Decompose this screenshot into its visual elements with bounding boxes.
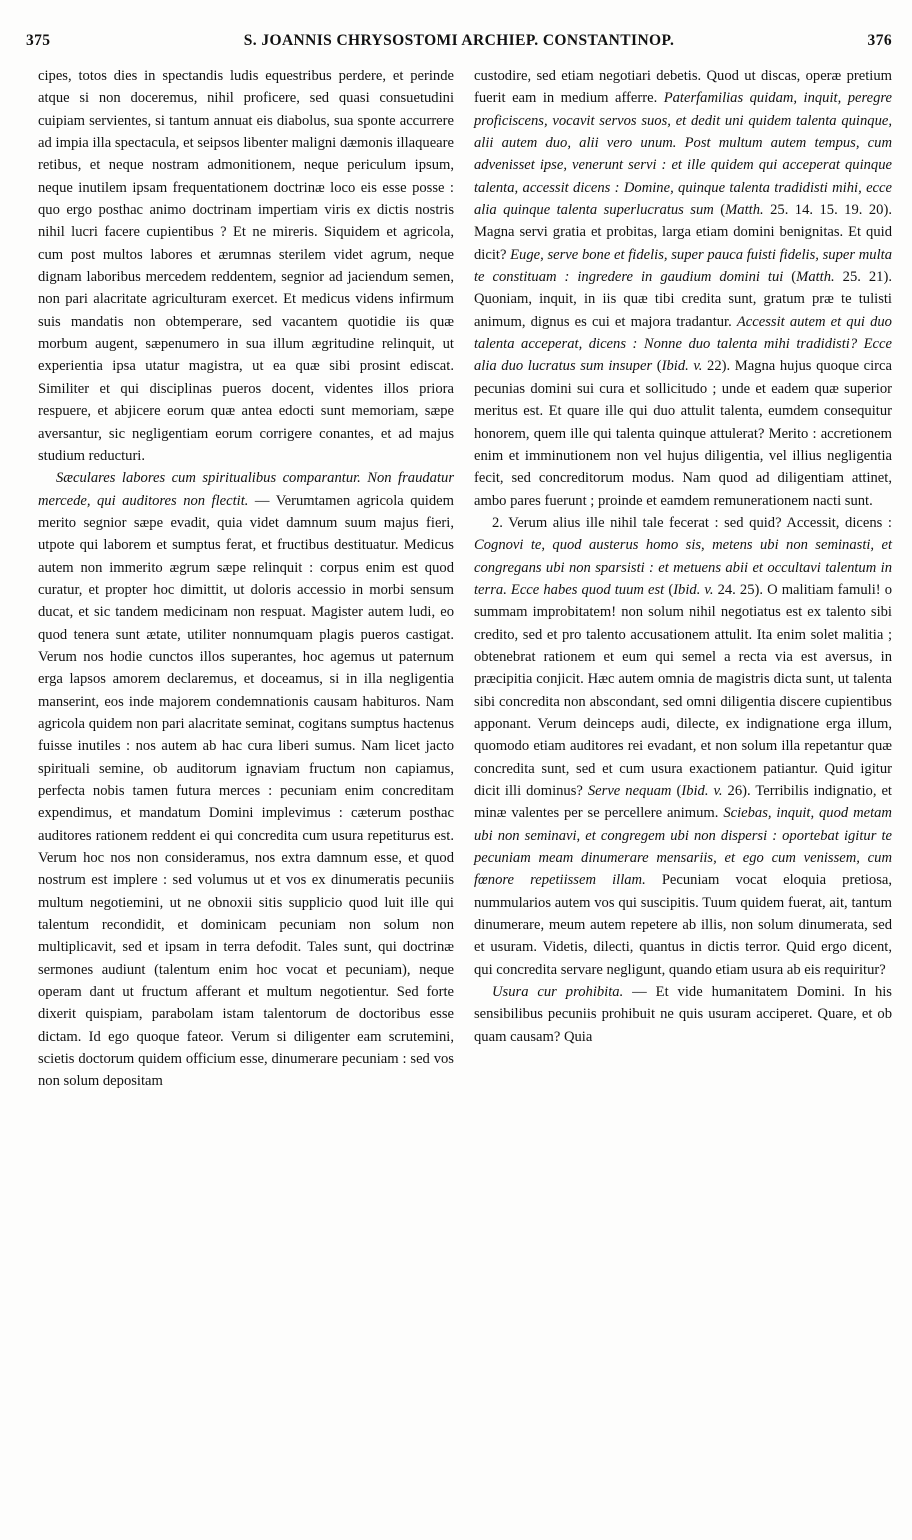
text: ( bbox=[713, 202, 726, 219]
running-title: S. JOANNIS CHRYSOSTOMI ARCHIEP. CONSTANTINOP. bbox=[243, 32, 675, 49]
text: 26). Terribilis indignatio, et minæ valentes per se percellere animum. bbox=[474, 783, 892, 822]
scripture-reference: Matth. bbox=[725, 202, 764, 219]
paragraph-text: — Verumtamen agricola quidem merito segnior sæpe evadit, quia videt damnum suum majus fieri, utpote qui laborem et sumptus ferat, et fructibus destituatur. Medicus autem non immerito ægrum sæpe relinquit : corpus enim est quod curatur, et propter hoc dimittit, ut doloris accessio in morbi sensum ducat, et sic tandem medicinam non respuat. Magister autem ludi, eo quod tenera sunt ætate, utiliter nonnumquam plagis pueros castigat. Verum nos hodie cunctos illos superantes, hoc agemus ut paternum erga lapsos amorem declaremus, et doceamus, si in illa negligentia manserint, eos inde majorem condemnationis causam habituros. Nam agricola quidem non pari alacritate seminat, cogitans sumptus hactenus fuisse inutiles : nos autem ab hac cura liberi sumus. Nam licet jacto spirituali semine, ob auditorum ignaviam fructum non capiamus, perfecta nobis tamen futura merces : pecuniam enim concreditam expendimus, et mandatum Domini implevimus : cæterum posthac auditores rationem reddent ei qui concredita cum usura repetiturus est. Verum hoc nos non consideramus, nos extra damnum esse, et quod nostrum est implere : sed volumus ut et vos ex dinumeratis pecuniis multum negotiemini, ut ne obnoxii sitis supplicio quod luit ille qui talentum recondidit, et dominicam pecuniam non solum non multiplicavit, sed et ipsam in terra defodit. Tales sunt, qui doctrinæ sermones audiunt (talentum enim hoc vocat et pecuniam), neque operam dant ut fructum afferant et multum negotientur. Sed forte dixerit quispiam, parabolam istam talentorum de doctoribus esse dictam. Id ego quoque fateor. Verum si diligenter eam scrutemini, scietis doctorum quidem officium esse, dinumerare pecuniam : sed vos non solum depositam bbox=[38, 492, 454, 1090]
paragraph bbox=[474, 981, 892, 1048]
scripture-quote: Euge, serve bone et fidelis, super pauca fuisti fidelis, super multa te constituam : ingredere in gaudium domini tui bbox=[474, 246, 892, 286]
text: 25. 21). Quoniam, inquit, in iis quæ tibi credita sunt, gratum præ te tulisti animum, dignus es cui et majora tradantur. bbox=[474, 269, 892, 330]
scripture-quote: Sciebas, inquit, quod metam ubi non seminavi, et congregem ubi non dispersi : oportebat igitur te pecuniam meam dinumerare mensariis, et ego cum venissem, cum fœnore repetiissem illam. bbox=[474, 805, 892, 889]
scripture-quote: Paterfamilias quidam, inquit, peregre proficiscens, vocavit servos suos, et dedit uni quidem talenta quinque, alii autem duo, alii vero unum. Post multum autem tempus, cum advenisset ipse, venerunt servi : et ille quidem qui acceperat quinque talenta, accessit dicens : Domine, quinque talenta tradidisti mihi, ecce alia quinque talenta superlucratus sum bbox=[474, 90, 892, 219]
paragraph: cipes, totos dies in spectandis ludis equestribus perdere, et perinde atque si non doceremus, nihil proficere, sed quasi consuetudini cuipiam servientes, si tantum annuat eis diabolus, sua sponte accurrere ad impia illa spectacula, et seipsos libenter maligni dæmonis illaqueare retibus, et neque nostram admonitionem, neque periculum ipsum, neque inutilem ipsam frequentationem doctrinæ loco eis esse posse : quo ergo posthac animo doctrinam impertiam viris ex dictis nostris nihil lucri facere cupientibus ? Et ne mireris. Siquidem et agricola, cum post multos labores et ærumnas sterilem videt agrum, neque dignam laboribus mercedem reddentem, segnior ad jaciendum semen, non pari alacritate agriculturam exercet. Et medicus videns infirmum suis mandatis non obtemperare, sed vacantem quotidie iis quæ morbum augent, sæpenumero in sua illum ægritudine relinquit, ut experientia ipsa utatur magistra, ut ea quæ sibi prosint ediscat. Similiter et qui disciplinas pueros docent, videntes illos priora respuere, et abjicere eorum quæ antea edocti sunt memoriam, sæpe aversantur, sic negligentiam eorum corrigere conantes, et ad majus studium reducturi. bbox=[38, 68, 454, 464]
paragraph bbox=[474, 512, 892, 981]
scripture-reference: Ibid. v. bbox=[673, 581, 714, 598]
text: ( bbox=[664, 581, 674, 598]
left-column bbox=[38, 65, 454, 1093]
section-heading: Sæculares labores cum spiritualibus comparantur. Non fraudatur mercede, qui auditores non flectit. bbox=[38, 470, 454, 509]
paragraph bbox=[474, 65, 892, 512]
page-number-right: 376 bbox=[867, 32, 892, 49]
text: ( bbox=[783, 269, 797, 286]
scripture-reference: Ibid. v. bbox=[661, 358, 703, 375]
paragraph bbox=[38, 467, 454, 1093]
running-header bbox=[26, 32, 892, 56]
right-column bbox=[474, 65, 892, 1048]
text: Pecuniam vocat eloquia pretiosa, nummularios autem vos qui suscipitis. Tuum quidem fuerat, ait, tantum dinumerare, meum autem repetere ab illis, non solum dinumerata, sed et usuram. Videtis, dilecti, quantus in dictis terror. Quid ergo dicent, qui concredita servare negligunt, quando etiam usura ab eis requiritur? bbox=[474, 872, 892, 978]
section-heading: Usura cur prohibita. bbox=[492, 984, 624, 1001]
text: — Et vide humanitatem Domini. In his sensibilibus pecuniis prohibuit ne quis usuram acciperet. Quare, et ob quam causam? Quia bbox=[474, 984, 892, 1045]
text: 22). Magna hujus quoque circa pecunias domini sui cura et sollicitudo ; unde et eadem quæ superior meritus est. Et quare ille qui duo attulit talenta, eumdem consequitur honorem, quem ille qui talenta quinque attulerat? Merito : accretionem enim et imminutionem non vel hujus diligentia, vel illius negligentia fecit, sed concreditorum modus. Nam quod ad diligentiam attinet, ambo pares fuerunt ; proinde et eamdem remunerationem nacti sunt. bbox=[474, 358, 892, 509]
text: custodire, sed etiam negotiari debetis. Quod ut discas, operæ pretium fuerit eam in medium afferre. bbox=[474, 68, 892, 107]
text: ( bbox=[652, 358, 662, 375]
text: ( bbox=[671, 783, 682, 799]
text: 2. Verum alius ille nihil tale fecerat : sed quid? Accessit, dicens : bbox=[492, 514, 892, 531]
scripture-quote: Serve nequam bbox=[587, 783, 672, 799]
scripture-quote: Accessit autem et qui duo talenta acceperat, dicens : Nonne duo talenta mihi tradidisti? Ecce alia duo lucratus sum insuper bbox=[474, 313, 892, 375]
scripture-reference: Ibid. v. bbox=[681, 783, 723, 799]
text: 24. 25). O malitiam famuli! o summam improbitatem! non solum nihil negotiatus est ex talento sibi credito, sed et pro talento accusationem attulit. Ita enim solet malitia ; obtenebrat rationem et eum qui semel a recta via est aversus, in præcipitia conjicit. Hæc autem omnia de magistris dicta sunt, ut talenta sibi concredita non abscondant, sed omni diligentia discere cupientibus apponant. Verum deinceps audi, dilecte, ex indignatione erga illum, quomodo etiam auditores rei evadant, et non solum illa repetantur quæ concredita sunt, sed et cum usura exactionem patiantur. Quid igitur dicit illi dominus? bbox=[474, 581, 892, 799]
page-number-left: 375 bbox=[26, 32, 51, 49]
scripture-reference: Matth. bbox=[796, 269, 835, 286]
scripture-quote: Cognovi te, quod austerus homo sis, metens ubi non seminasti, et congregans ubi non sparsisti : et metuens abii et occultavi talentum in terra. Ecce habes quod tuum est bbox=[474, 537, 892, 598]
text: 25. 14. 15. 19. 20). Magna servi gratia et probitas, larga etiam domini benignitas. Et quid dicit? bbox=[474, 202, 892, 263]
